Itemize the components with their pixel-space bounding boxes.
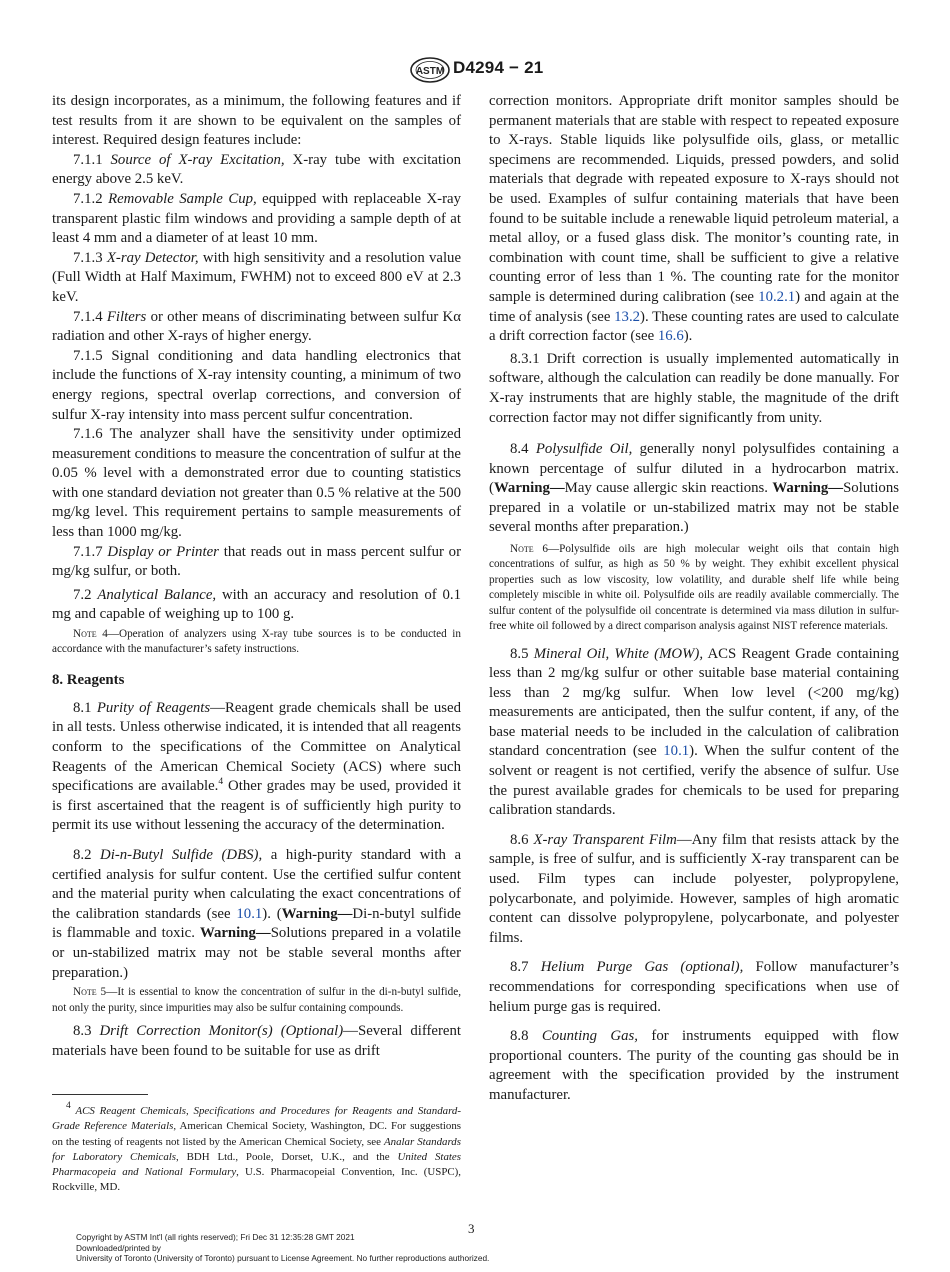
section-7-1-4: 7.1.4 Filters or other means of discriminating between sulfur Kα radiation and other X-rays of higher energy. [52,308,461,345]
paragraph-intro: its design incorporates, as a minimum, the following features and if test results from it are shown to be equivalent on the samples of interest. Required design features include: [52,93,461,149]
note-4: Note 4—Operation of analyzers using X-ray tube sources is to be conducted in accordance with the manufacturer’s safety instructions. [52,628,461,656]
document-id: D4294 − 21 [453,58,544,77]
section-7-1-6: 7.1.6 The analyzer shall have the sensitivity under optimized measurement conditions to measure the concentration of sulfur at the 0.05 % level with a demonstrated error due to counting statistics with one standard deviation not greater than 0.5 % relative at the 500 mg/kg level. This requirement pertains to sample measurements of less than 1000 mg/kg. [52,426,461,541]
section-8-8: 8.8 Counting Gas, for instruments equipped with flow proportional counters. The purity of the counting gas should be in agreement with the specification provided by the instrument manufacturer. [489,1028,900,1103]
section-8-3: 8.3 Drift Correction Monitor(s) (Optional)—Several different materials have been found to be suitable for use as drift [52,1022,461,1059]
section-heading-reagents: 8. Reagents [52,671,125,688]
section-7-1-7: 7.1.7 Display or Printer that reads out in mass percent sulfur or mg/kg sulfur, or both. [52,543,462,580]
section-7-1-2: 7.1.2 Removable Sample Cup, equipped with replaceable X-ray transparent plastic film windows and providing a sample depth of at least 4 mm and a diameter of at least 10 mm. [52,190,461,247]
section-8-1: 8.1 Purity of Reagents—Reagent grade chemicals shall be used in all tests. Unless otherwise indicated, it is intended that all reagents conform to the specifications of the Committee on Analytical Reagents of the American Chemical Society (ACS) where such specifications are available.$^4$ Other grades may be used, provided it is first ascertained that the reagent is of sufficiently high purity to permit its use without lessening the accuracy of the determination. [52,699,462,834]
section-8-6: 8.6 X-ray Transparent Film—Any film that resists attack by the sample, is free of sulfur, and is sufficiently X-ray transparent can be used. Film types can include polyester, polypropylene, polycarbonate, and polyimide. However, samples of high aromatic content can dissolve polypropylene, polycarbonate, and polyester films. [489,831,899,946]
svg-text:ASTM: ASTM [415,66,445,77]
section-7-1-5: 7.1.5 Signal conditioning and data handling electronics that include the functions of X-ray intensity counting, a minimum of two energy regions, spectral overlap corrections, and conversion of sulfur X-ray intensity into mass percent sulfur concentration. [52,347,461,423]
right-column [489,92,899,1106]
link-10-1[interactable]: 10.1 [236,905,263,922]
copyright-line-2: Downloaded/printed by [76,1242,161,1253]
link-13-2[interactable]: 13.2 [614,308,641,325]
footnote-divider [52,1094,148,1095]
section-8-4: 8.4 Polysulfide Oil, generally nonyl polysulfides containing a known percentage of sulfur diluted in a hydrocarbon matrix. (Warning—May cause allergic skin reactions. Warning—Solutions prepared in a volatile or un-stabilized matrix may not be stable several months after preparation.) [489,441,899,536]
section-7-2: 7.2 Analytical Balance, with an accuracy and resolution of 0.1 mg and capable of weighing up to 100 g. [52,586,461,623]
section-8-2: 8.2 Di-n-Butyl Sulfide (DBS), a high-purity standard with a certified analysis for sulfur content. Use the certified sulfur content and the material purity when calculating the exact concentrations of the calibration standards (see 10.1). (Warning—Di-n-butyl sulfide is flammable and toxic. Warning—Solutions prepared in a volatile or un-stabilized matrix may not be stable several months after preparation.) [52,847,462,981]
left-column [52,92,461,1061]
link-16-6[interactable]: 16.6 [657,328,684,345]
astm-logo-icon [409,56,451,84]
section-8-5: 8.5 Mineral Oil, White (MOW), ACS Reagent Grade containing less than 2 mg/kg sulfur or other suitable base material containing less than 2 mg/kg sulfur. When low level (<200 mg/kg) measurements are anticipated, then the sulfur content, if any, of the base material needs to be included in the calculation of calibration standard concentration (see 10.1). When the sulfur content of the solvent or reagent is not certified, verify the absence of sulfur. Use the purest available grades for chemicals to be used for preparing calibration standards. [489,645,899,819]
paragraph-drift-monitors: correction monitors. Appropriate drift monitor samples should be permanent materials that are stable with respect to repeated exposure to X-rays. Stable liquids like polysulfide oils, glass, or metallic specimens are recommended. Liquids, pressed powders, and solid materials that degrade with repeated exposure to X-rays should not be used. Examples of sulfur containing materials that have been found to be suitable include a renewable liquid petroleum material, a metal alloy, or a fused glass disk. The monitor’s counting rate, in combination with count time, shall be sufficient to give a relative counting error of less than 1 %. The counting rate for the monitor sample is determined during calibration (see 10.2.1) and again at the time of analysis (see 13.2). These counting rates are used to calculate a drift correction factor (see 16.6). [489,93,899,345]
footnote-ref[interactable]: 4 [218,777,224,788]
section-7-1-3: 7.1.3 X-ray Detector, with high sensitivity and a resolution value (Full Width at Half Maximum, FWHM) not to exceed 800 eV at 2.3 keV. [52,249,462,305]
copyright-line-1: Copyright by ASTM Int'l (all rights reserved); Fri Dec 31 12:35:28 GMT 2021 [76,1232,355,1242]
copyright-notice [76,1232,489,1264]
page-number: 3 [468,1221,475,1236]
section-7-1-1: 7.1.1 Source of X-ray Excitation, X-ray tube with excitation energy above 2.5 keV. [52,151,461,188]
section-8-7: 8.7 Helium Purge Gas (optional), Follow manufacturer’s recommendations for corresponding specifications when use of helium purge gas is required. [489,959,899,1015]
link-10-2-1[interactable]: 10.2.1 [758,288,796,305]
section-8-3-1: 8.3.1 Drift correction is usually implemented automatically in software, although the calculation can readily be done manually. For X-ray instruments that are highly stable, the magnitude of the drift correction factor may not differ significantly from unity. [489,350,899,426]
link-10-1-b[interactable]: 10.1 [663,743,690,760]
page-header [0,56,950,84]
note-6: Note 6—Polysulfide oils are high molecular weight oils that contain high concentrations of sulfur, as high as 50 % by weight. They exhibit excellent physical properties such as low viscosity, low volatility, and durable shelf life while being completely miscible in white oil. Polysulfide oils are readily available commercially. The sulfur content of the polysulfide oil concentrate is determined via mass dilution in sulfur-free white oil followed by a direct comparison analysis against NIST reference materials. [489,543,899,633]
note-5: Note 5—It is essential to know the concentration of sulfur in the di-n-butyl sulfide, not only the purity, since impurities may also be sulfur containing compounds. [52,986,461,1014]
footnote-4: $^4$ ACS Reagent Chemicals, Specifications and Procedures for Reagents and Standard-Grade Reference Materials, American Chemical Society, Washington, DC. For suggestions on the testing of reagents not listed by the American Chemical Society, see Analar Standards for Laboratory Chemicals, BDH Ltd., Poole, Dorset, U.K., and the United States Pharmacopeia and National Formulary, U.S. Pharmacopeial Convention, Inc. (USPC), Rockville, MD. [52,1101,462,1194]
copyright-line-3: University of Toronto (University of Toronto) pursuant to License Agreement. No further reproductions authorized. [76,1253,490,1263]
